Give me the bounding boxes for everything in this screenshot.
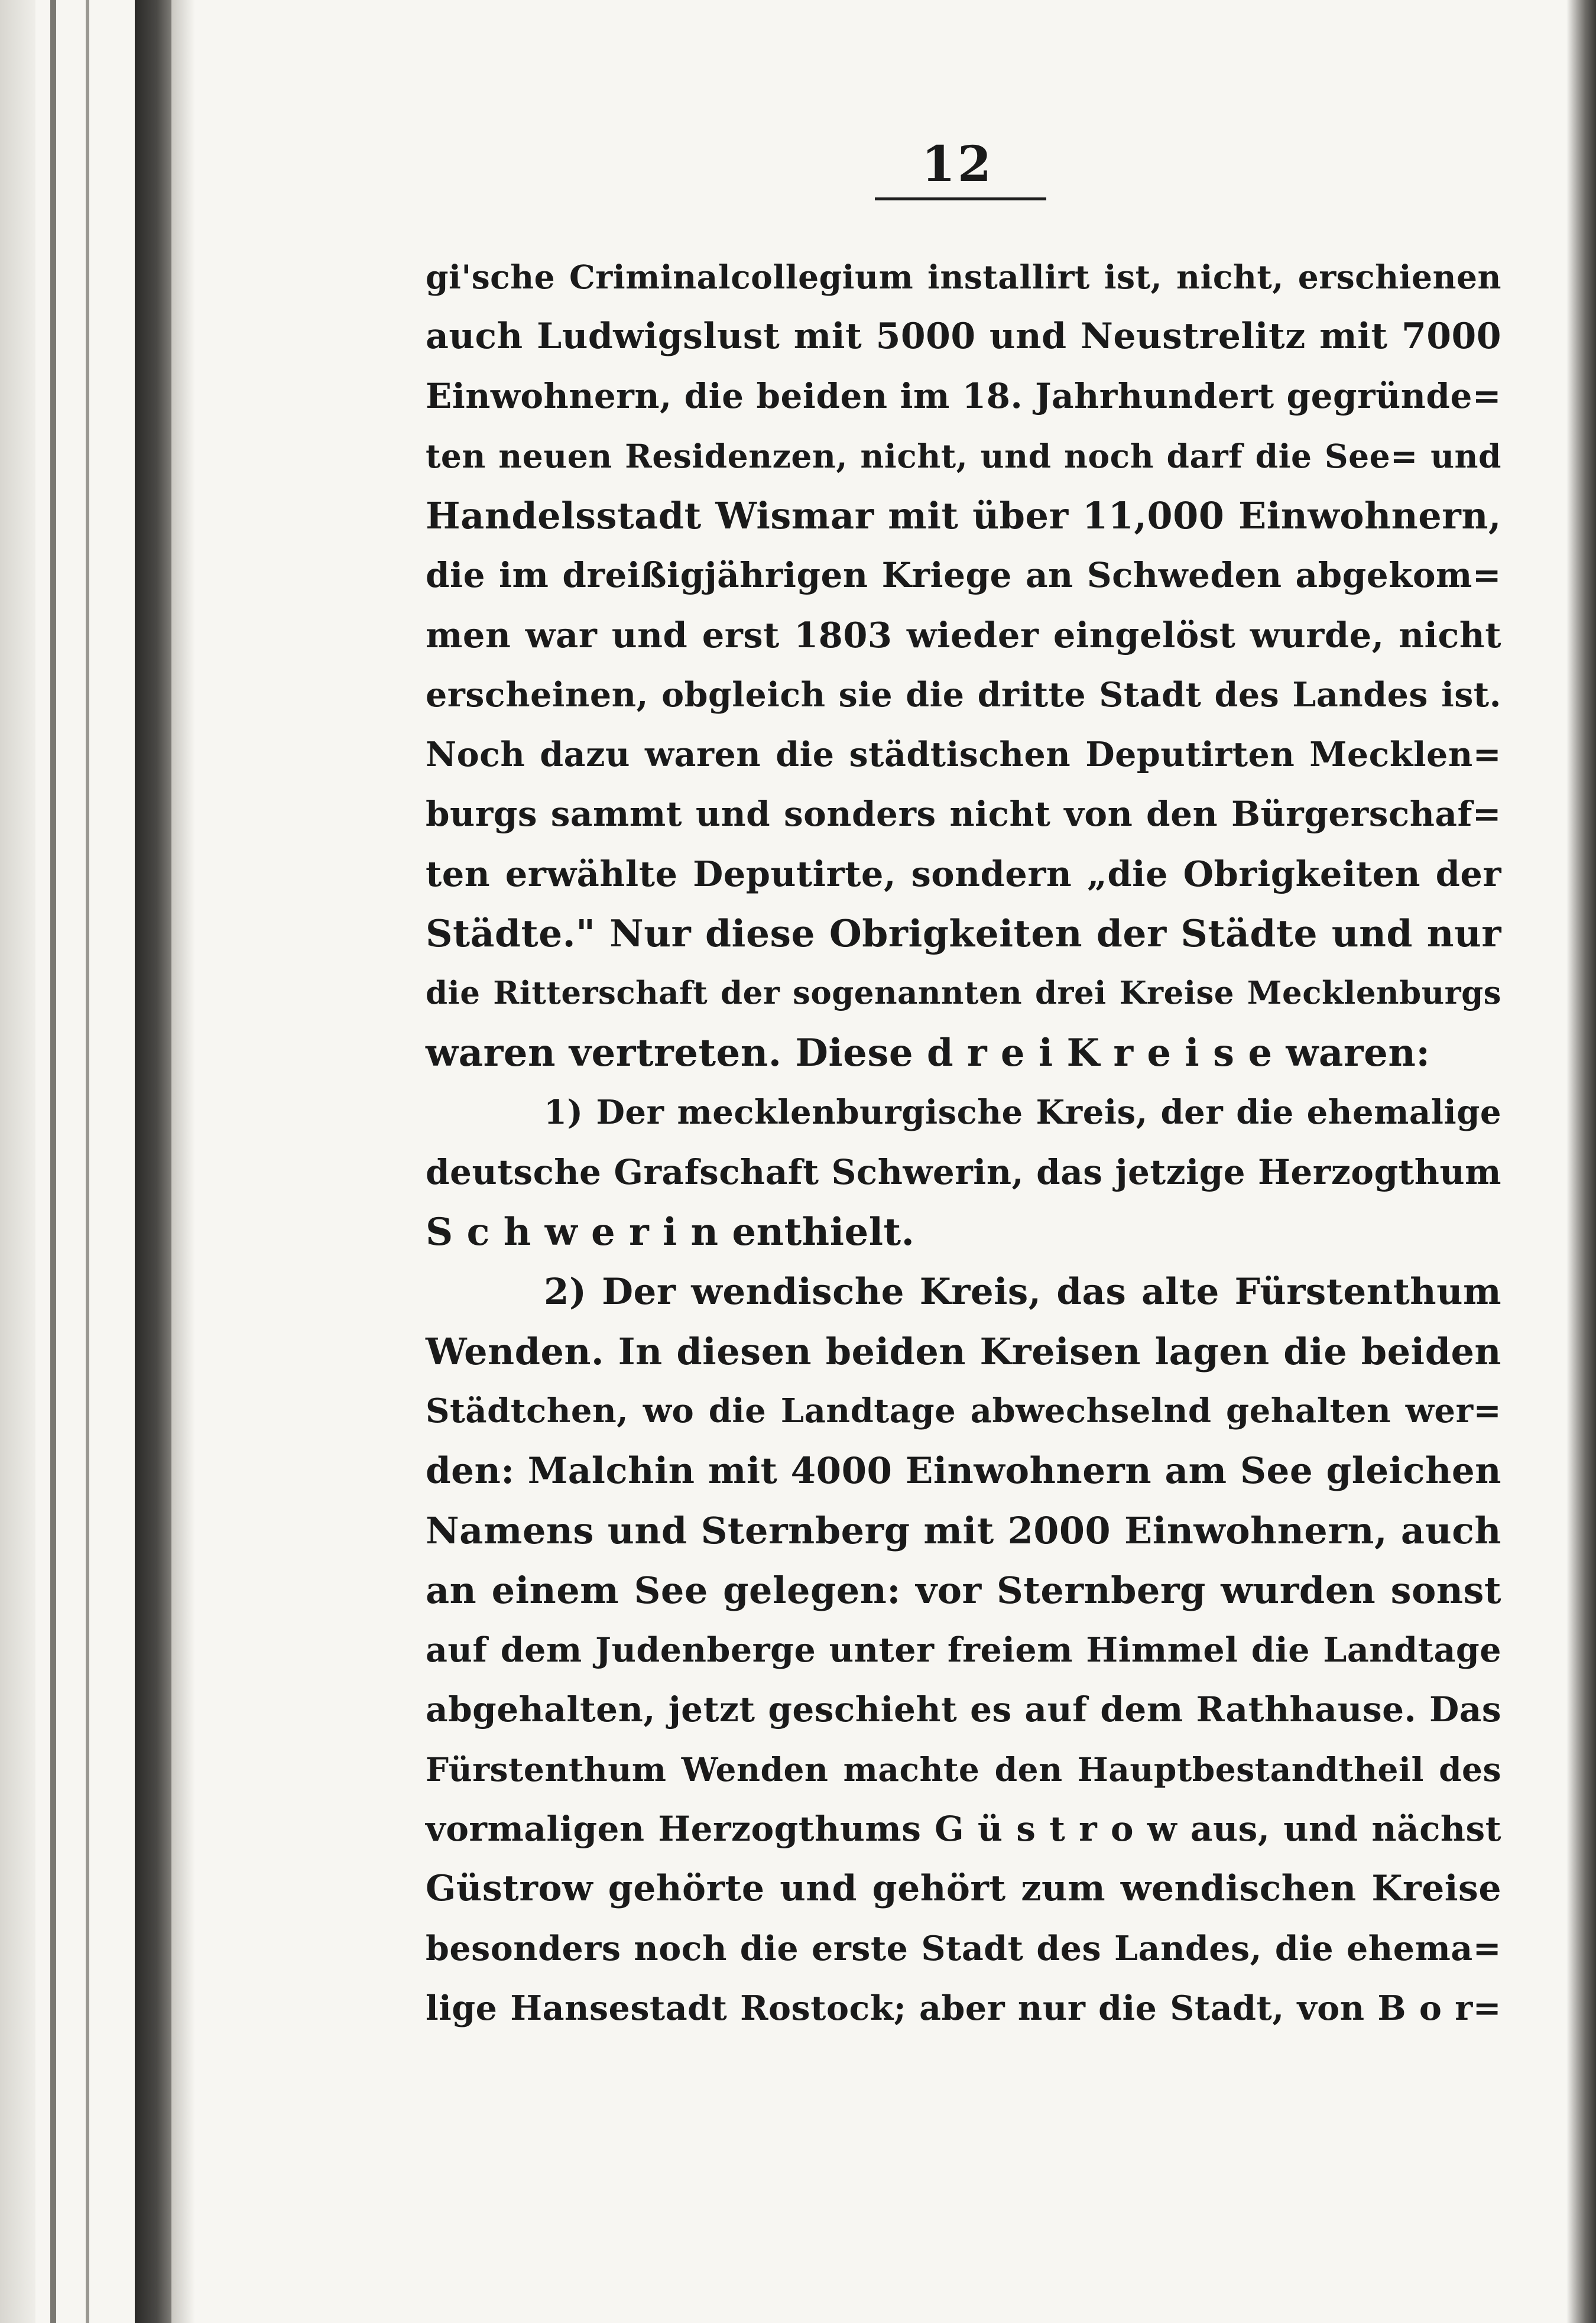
text-line: die Ritterschaft der sogenannten drei Kreise Mecklenburgs xyxy=(426,975,1501,1011)
text-line: Städte." Nur diese Obrigkeiten der Städte und nur xyxy=(426,911,1501,955)
book-spine-shadow xyxy=(135,0,171,2323)
text-line: vormaligen Herzogthums G ü s t r o w aus, und nächst xyxy=(426,1809,1501,1849)
text-line: Städtchen, wo die Landtage abwechselnd gehalten wer= xyxy=(426,1391,1501,1430)
text-line: burgs sammt und sonders nicht von den Bürgerschaf= xyxy=(426,794,1501,834)
text-line: an einem See gelegen: vor Sternberg wurden sonst xyxy=(426,1569,1501,1612)
text-line: Güstrow gehörte und gehört zum wendischen Kreise xyxy=(426,1868,1501,1909)
text-line: Namens und Sternberg mit 2000 Einwohnern, auch xyxy=(426,1509,1501,1552)
spine-line xyxy=(86,0,89,2323)
page-header xyxy=(869,136,1046,193)
text-line: erscheinen, obgleich sie die dritte Stadt des Landes ist. xyxy=(426,675,1501,715)
text-line: men war und erst 1803 wieder eingelöst wurde, nicht xyxy=(426,615,1501,656)
text-line: Wenden. In diesen beiden Kreisen lagen die beiden xyxy=(426,1330,1501,1373)
text-line: Einwohnern, die beiden im 18. Jahrhundert gegründe= xyxy=(426,376,1501,416)
spine-fade xyxy=(171,0,195,2323)
text-line: ten neuen Residenzen, nicht, und noch darf die See= und xyxy=(426,437,1501,475)
body-text xyxy=(426,247,1501,2038)
spine-line xyxy=(50,0,56,2323)
text-line: gi'sche Criminalcollegium installirt ist, nicht, erschienen xyxy=(426,258,1501,296)
text-line: lige Hansestadt Rostock; aber nur die Stadt, von B o r= xyxy=(426,1988,1501,2028)
page-right-edge xyxy=(1566,0,1596,2323)
scan-edge xyxy=(0,0,35,2323)
text-line: ten erwählte Deputirte, sondern „die Obrigkeiten der xyxy=(426,854,1501,894)
text-line: abgehalten, jetzt geschieht es auf dem Rathhause. Das xyxy=(426,1689,1501,1730)
text-line: 1) Der mecklenburgische Kreis, der die ehemalige xyxy=(544,1093,1501,1132)
text-line: Fürstenthum Wenden machte den Hauptbestandtheil des xyxy=(426,1750,1501,1789)
text-line: waren vertreten. Diese d r e i K r e i s e waren: xyxy=(426,1031,1430,1075)
header-rule xyxy=(875,197,1046,200)
text-line: besonders noch die erste Stadt des Landes, die ehema= xyxy=(426,1929,1501,1968)
text-line: auch Ludwigslust mit 5000 und Neustrelitz mit 7000 xyxy=(426,316,1501,357)
text-line: Handelsstadt Wismar mit über 11,000 Einwohnern, xyxy=(426,494,1501,537)
text-line: S c h w e r i n enthielt. xyxy=(426,1210,915,1254)
text-line: den: Malchin mit 4000 Einwohnern am See gleichen xyxy=(426,1450,1501,1492)
text-line: deutsche Grafschaft Schwerin, das jetzige Herzogthum xyxy=(426,1152,1501,1192)
text-line: die im dreißigjährigen Kriege an Schweden abgekom= xyxy=(426,555,1501,595)
text-line: auf dem Judenberge unter freiem Himmel die Landtage xyxy=(426,1630,1501,1670)
page-number: 12 xyxy=(921,136,994,193)
text-line: Noch dazu waren die städtischen Deputirten Mecklen= xyxy=(426,735,1501,774)
text-line: 2) Der wendische Kreis, das alte Fürstenthum xyxy=(544,1271,1501,1313)
